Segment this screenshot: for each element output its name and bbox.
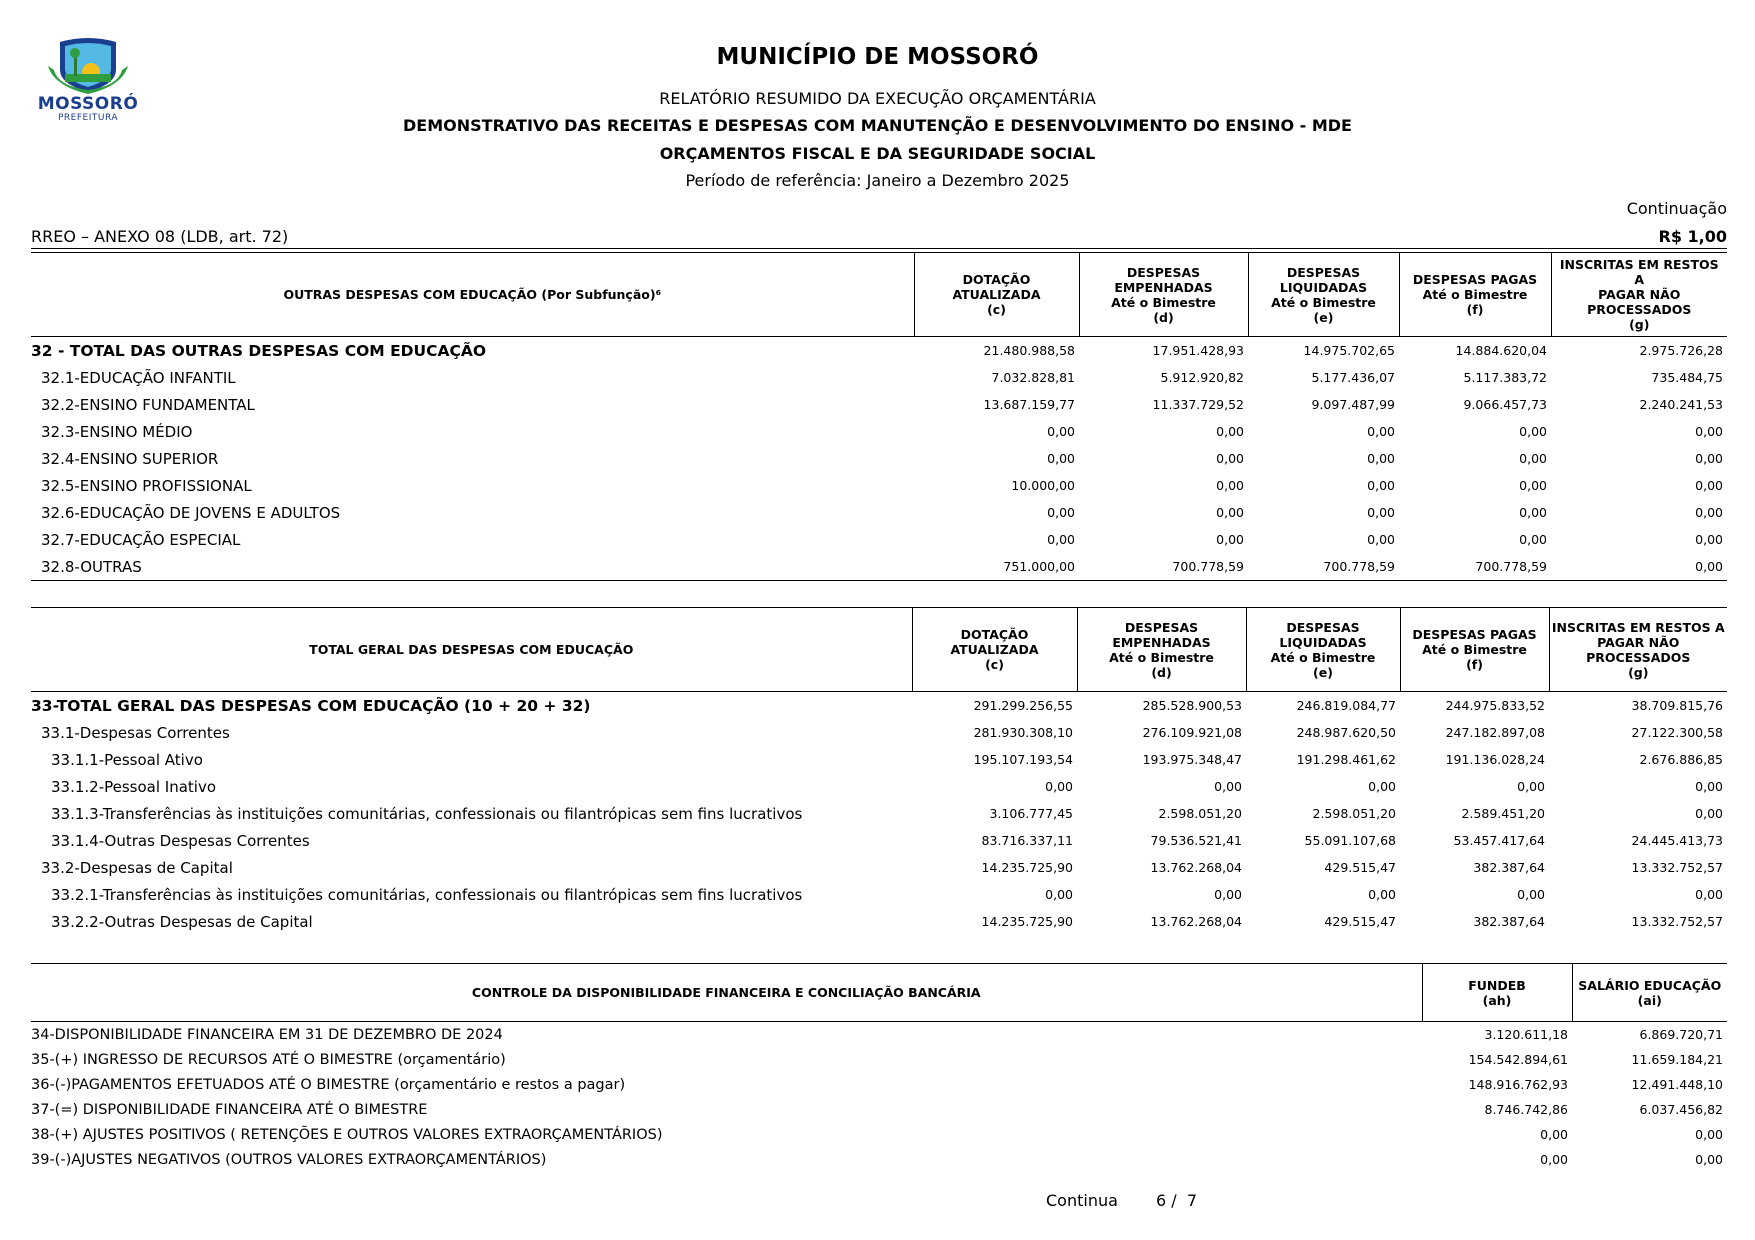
table-row [31,881,1727,908]
table-row [31,854,1727,881]
table-row [31,364,1727,391]
cell-value: 0,00 [1695,559,1723,574]
cell-value: 0,00 [1695,806,1723,821]
cell-value: 14.884.620,04 [1455,343,1547,358]
table-row [31,692,1727,720]
cell-value: 244.975.833,52 [1445,698,1545,713]
row-label: 33.2.1-Transferências às instituições comunitárias, confessionais ou filantrópicas sem fins lucrativos [51,885,803,904]
row-label: 32.1-EDUCAÇÃO INFANTIL [41,368,236,387]
cell-value: 13.762.268,04 [1150,914,1242,929]
cell-value: 13.687.159,77 [983,397,1075,412]
cell-value: 0,00 [1047,424,1075,439]
cell-value: 0,00 [1047,505,1075,520]
cell-value: 13.332.752,57 [1631,860,1723,875]
cell-value: 0,00 [1214,779,1242,794]
cell-value: 12.491.448,10 [1631,1077,1723,1092]
cell-value: 154.542.894,61 [1468,1052,1568,1067]
report-title: RELATÓRIO RESUMIDO DA EXECUÇÃO ORÇAMENTÁRIA [659,89,1096,108]
cell-value: 0,00 [1214,887,1242,902]
cell-value: 0,00 [1519,451,1547,466]
continues-label: Continua [1046,1191,1118,1210]
cell-value: 429.515,47 [1324,914,1396,929]
table-row [31,719,1727,746]
cell-value: 0,00 [1695,779,1723,794]
cell-value: 0,00 [1695,1152,1723,1167]
table-row [31,1147,1727,1172]
row-label: 34-DISPONIBILIDADE FINANCEIRA EM 31 DE DEZEMBRO DE 2024 [31,1026,503,1043]
cell-value: 148.916.762,93 [1468,1077,1568,1092]
cell-value: 0,00 [1367,424,1395,439]
row-label: 32 - TOTAL DAS OUTRAS DESPESAS COM EDUCAÇÃO [31,341,487,360]
table-row [31,1022,1727,1048]
cell-value: 13.332.752,57 [1631,914,1723,929]
cell-value: 10.000,00 [1011,478,1075,493]
cell-value: 6.037.456,82 [1639,1102,1723,1117]
cell-value: 38.709.815,76 [1631,698,1723,713]
cell-value: 0,00 [1216,424,1244,439]
cell-value: 0,00 [1517,779,1545,794]
cell-value: 0,00 [1540,1152,1568,1167]
cell-value: 0,00 [1519,505,1547,520]
column-header: DESPESAS LIQUIDADAS Até o Bimestre (e) [1246,608,1400,692]
cell-value: 7.032.828,81 [991,370,1075,385]
cell-value: 0,00 [1216,505,1244,520]
logo-subtitle: PREFEITURA [57,113,118,123]
row-label: 36-(-)PAGAMENTOS EFETUADOS ATÉ O BIMESTRE (orçamentário e restos a pagar) [31,1076,626,1093]
cell-value: 14.235.725,90 [981,860,1073,875]
page-indicator [1156,1191,1197,1210]
cell-value: 0,00 [1519,424,1547,439]
other-education-expenses-table [31,252,1727,581]
column-header: TOTAL GERAL DAS DESPESAS COM EDUCAÇÃO [31,608,912,692]
cell-value: 6.869.720,71 [1639,1027,1723,1042]
cell-value: 9.097.487,99 [1311,397,1395,412]
cell-value: 0,00 [1367,451,1395,466]
table-row [31,337,1727,365]
cell-value: 700.778,59 [1323,559,1395,574]
cell-value: 195.107.193,54 [973,752,1073,767]
column-header: DOTAÇÃO ATUALIZADA (c) [914,253,1079,337]
column-header: DESPESAS EMPENHADAS Até o Bimestre (d) [1079,253,1248,337]
cell-value: 0,00 [1695,451,1723,466]
page-title: MUNICÍPIO DE MOSSORÓ [716,44,1039,70]
cell-value: 0,00 [1045,779,1073,794]
cell-value: 2.240.241,53 [1639,397,1723,412]
table-row [31,800,1727,827]
page-separator: / [1171,1191,1177,1210]
cell-value: 0,00 [1695,424,1723,439]
row-label: 32.7-EDUCAÇÃO ESPECIAL [41,530,241,549]
row-label: 33.1.2-Pessoal Inativo [51,777,217,796]
row-label: 33.1.3-Transferências às instituições comunitárias, confessionais ou filantrópicas sem fins lucrativos [51,804,803,823]
table-row [31,1097,1727,1122]
cell-value: 9.066.457,73 [1463,397,1547,412]
cell-value: 0,00 [1367,478,1395,493]
cell-value: 24.445.413,73 [1631,833,1723,848]
cell-value: 5.912.920,82 [1160,370,1244,385]
row-label: 37-(=) DISPONIBILIDADE FINANCEIRA ATÉ O BIMESTRE [31,1101,428,1118]
cell-value: 0,00 [1047,451,1075,466]
cell-value: 751.000,00 [1003,559,1075,574]
report-subtitle: DEMONSTRATIVO DAS RECEITAS E DESPESAS COM MANUTENÇÃO E DESENVOLVIMENTO DO ENSINO - MDE [403,116,1352,135]
table-row [31,827,1727,854]
cell-value: 281.930.308,10 [973,725,1073,740]
cell-value: 0,00 [1695,887,1723,902]
cell-value: 8.746.742,86 [1484,1102,1568,1117]
cell-value: 248.987.620,50 [1296,725,1396,740]
financial-availability-table [31,963,1727,1172]
row-label: 33.2.2-Outras Despesas de Capital [51,912,313,931]
cell-value: 11.659.184,21 [1631,1052,1723,1067]
cell-value: 13.762.268,04 [1150,860,1242,875]
table-row [31,1122,1727,1147]
cell-value: 247.182.897,08 [1445,725,1545,740]
column-header: SALÁRIO EDUCAÇÃO (ai) [1578,977,1722,1008]
row-label: 32.4-ENSINO SUPERIOR [41,449,219,468]
cell-value: 17.951.428,93 [1152,343,1244,358]
cell-value: 0,00 [1519,478,1547,493]
logo-name: MOSSORÓ [37,94,139,114]
cell-value: 193.975.348,47 [1142,752,1242,767]
table-header-row [31,253,1727,337]
table-row [31,391,1727,418]
cell-value: 700.778,59 [1172,559,1244,574]
cell-value: 291.299.256,55 [973,698,1073,713]
row-label: 33.1-Despesas Correntes [41,723,230,742]
cell-value: 0,00 [1519,532,1547,547]
cell-value: 0,00 [1047,532,1075,547]
cell-value: 55.091.107,68 [1304,833,1396,848]
cell-value: 0,00 [1216,478,1244,493]
row-label: 32.3-ENSINO MÉDIO [41,422,193,441]
cell-value: 246.819.084,77 [1296,698,1396,713]
cell-value: 3.106.777,45 [989,806,1073,821]
cell-value: 0,00 [1216,451,1244,466]
row-label: 35-(+) INGRESSO DE RECURSOS ATÉ O BIMESTRE (orçamentário) [31,1051,506,1068]
cell-value: 382.387,64 [1473,860,1545,875]
table-row [31,418,1727,445]
cell-value: 429.515,47 [1324,860,1396,875]
row-label: 32.8-OUTRAS [41,557,142,576]
currency-unit: R$ 1,00 [1658,227,1727,246]
table-header-row [31,964,1727,1022]
row-label: 39-(-)AJUSTES NEGATIVOS (OUTROS VALORES EXTRAORÇAMENTÁRIOS) [31,1151,547,1168]
cell-value: 79.536.521,41 [1150,833,1242,848]
cell-value: 2.975.726,28 [1639,343,1723,358]
table-header-row [31,608,1727,692]
cell-value: 2.676.886,85 [1639,752,1723,767]
row-label: 32.2-ENSINO FUNDAMENTAL [41,395,255,414]
column-header: DESPESAS PAGAS Até o Bimestre (f) [1400,608,1549,692]
cell-value: 276.109.921,08 [1142,725,1242,740]
cell-value: 382.387,64 [1473,914,1545,929]
cell-value: 83.716.337,11 [981,833,1073,848]
cell-value: 53.457.417,64 [1453,833,1545,848]
column-header: OUTRAS DESPESAS COM EDUCAÇÃO (Por Subfunção)⁶ [31,253,914,337]
cell-value: 0,00 [1367,532,1395,547]
page-total: 7 [1186,1191,1198,1210]
cell-value: 0,00 [1695,532,1723,547]
cell-value: 0,00 [1695,478,1723,493]
row-label: 38-(+) AJUSTES POSITIVOS ( RETENÇÕES E OUTROS VALORES EXTRAORÇAMENTÁRIOS) [31,1126,663,1143]
row-label: 33.2-Despesas de Capital [41,858,233,877]
cell-value: 735.484,75 [1651,370,1723,385]
cell-value: 27.122.300,58 [1631,725,1723,740]
reference-period: Período de referência: Janeiro a Dezembro 2025 [685,171,1070,190]
cell-value: 21.480.988,58 [983,343,1075,358]
cell-value: 2.598.051,20 [1312,806,1396,821]
table-row [31,445,1727,472]
cell-value: 3.120.611,18 [1484,1027,1568,1042]
cell-value: 0,00 [1695,505,1723,520]
table-row [31,553,1727,581]
column-header: CONTROLE DA DISPONIBILIDADE FINANCEIRA E CONCILIAÇÃO BANCÁRIA [31,964,1422,1022]
cell-value: 0,00 [1045,887,1073,902]
cell-value: 2.598.051,20 [1158,806,1242,821]
cell-value: 285.528.900,53 [1142,698,1242,713]
row-label: 33-TOTAL GERAL DAS DESPESAS COM EDUCAÇÃO (10 + 20 + 32) [31,696,591,715]
column-header: DESPESAS LIQUIDADAS Até o Bimestre (e) [1248,253,1399,337]
column-header: FUNDEB (ah) [1422,964,1572,1022]
table-row [31,746,1727,773]
table-row [31,773,1727,800]
column-header: INSCRITAS EM RESTOS A PAGAR NÃO PROCESSADOS (g) [1551,619,1725,680]
column-header: DOTAÇÃO ATUALIZADA (c) [912,608,1077,692]
cell-value: 700.778,59 [1475,559,1547,574]
annex-label: RREO – ANEXO 08 (LDB, art. 72) [31,227,289,246]
cell-value: 0,00 [1695,1127,1723,1142]
table-row [31,472,1727,499]
table-row [31,908,1727,935]
cell-value: 5.117.383,72 [1463,370,1547,385]
cell-value: 11.337.729,52 [1152,397,1244,412]
table-row [31,526,1727,553]
row-label: 33.1.4-Outras Despesas Correntes [51,831,310,850]
cell-value: 0,00 [1367,505,1395,520]
cell-value: 14.235.725,90 [981,914,1073,929]
cell-value: 0,00 [1216,532,1244,547]
row-label: 32.6-EDUCAÇÃO DE JOVENS E ADULTOS [41,503,341,522]
table-row [31,1047,1727,1072]
table-row [31,499,1727,526]
cell-value: 0,00 [1368,887,1396,902]
budget-scope: ORÇAMENTOS FISCAL E DA SEGURIDADE SOCIAL [659,144,1096,163]
page-current: 6 [1156,1191,1167,1210]
cell-value: 191.136.028,24 [1445,752,1545,767]
cell-value: 191.298.461,62 [1296,752,1396,767]
row-label: 33.1.1-Pessoal Ativo [51,750,203,769]
column-header: INSCRITAS EM RESTOS A PAGAR NÃO PROCESSADOS (g) [1559,257,1719,332]
cell-value: 14.975.702,65 [1303,343,1395,358]
cell-value: 2.589.451,20 [1461,806,1545,821]
continuation-label: Continuação [1626,199,1727,218]
column-header: DESPESAS EMPENHADAS Até o Bimestre (d) [1077,608,1246,692]
cell-value: 5.177.436,07 [1311,370,1395,385]
table-row [31,1072,1727,1097]
total-education-expenses-table [31,607,1727,935]
cell-value: 0,00 [1517,887,1545,902]
column-header: DESPESAS PAGAS Até o Bimestre (f) [1399,253,1551,337]
cell-value: 0,00 [1540,1127,1568,1142]
row-label: 32.5-ENSINO PROFISSIONAL [41,476,252,495]
cell-value: 0,00 [1368,779,1396,794]
